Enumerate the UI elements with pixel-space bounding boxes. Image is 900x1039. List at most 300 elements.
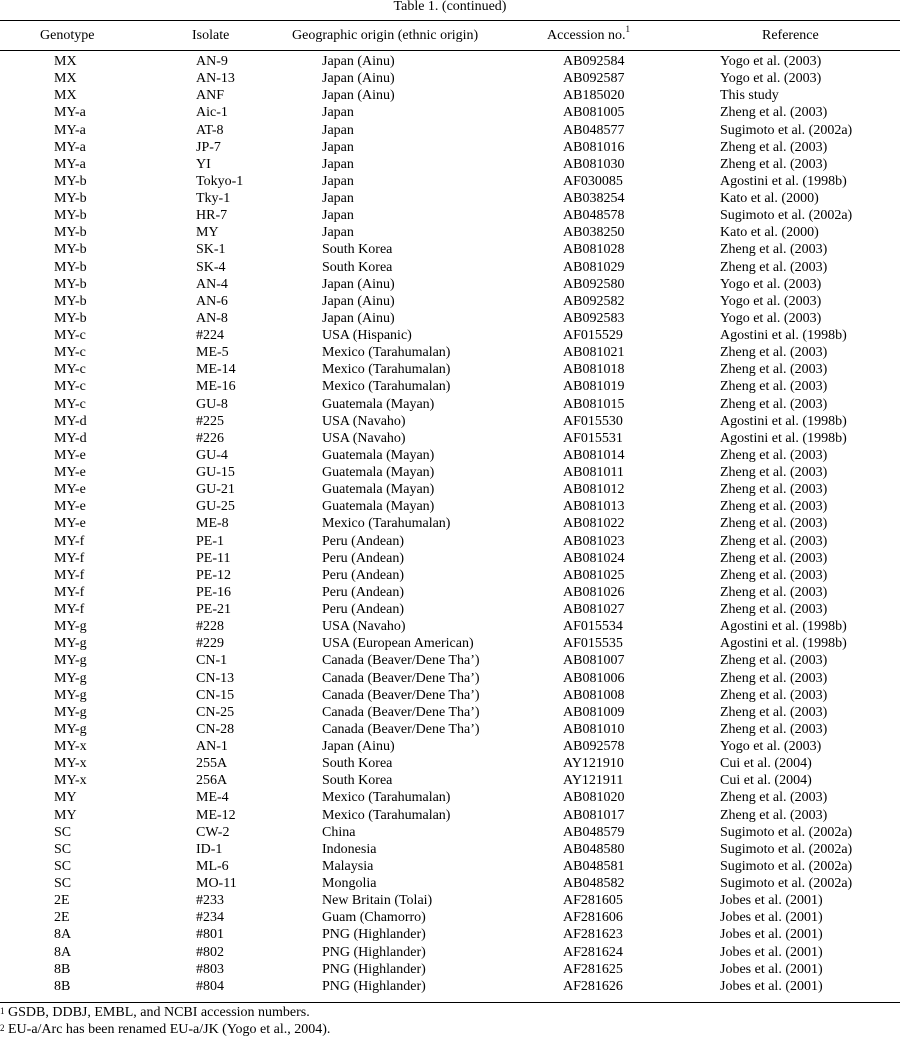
cell-accession: AB081007: [563, 653, 625, 669]
cell-origin: Guatemala (Mayan): [322, 499, 435, 515]
cell-accession: AF015535: [563, 636, 623, 652]
cell-isolate: CN-25: [196, 704, 235, 720]
cell-reference: Zheng et al. (2003): [720, 516, 828, 532]
table-row: [0, 755, 900, 772]
cell-accession: AB092587: [563, 71, 625, 87]
cell-reference: Zheng et al. (2003): [720, 242, 828, 258]
cell-origin: Guatemala (Mayan): [322, 396, 435, 412]
cell-reference: Cui et al. (2004): [720, 756, 812, 772]
table-row: [0, 652, 900, 669]
cell-reference: Yogo et al. (2003): [720, 739, 822, 754]
table-row: [0, 464, 900, 481]
cell-reference: Agostini et al. (1998b): [720, 619, 847, 635]
cell-origin: Canada (Beaver/Dene Tha’): [322, 704, 480, 720]
cell-reference: Zheng et al. (2003): [720, 653, 828, 669]
table-row: [0, 310, 900, 327]
cell-reference: Kato et al. (2000): [720, 191, 819, 206]
cell-isolate: #233: [196, 893, 224, 909]
cell-accession: AB081005: [563, 105, 625, 121]
cell-isolate: CW-2: [196, 824, 230, 840]
cell-genotype: MY-b: [54, 293, 87, 309]
table-row: [0, 944, 900, 961]
cell-accession: AB048580: [563, 841, 625, 857]
cell-genotype: MY-b: [54, 225, 87, 241]
cell-accession: AB081015: [563, 396, 625, 412]
cell-genotype: MY-c: [54, 396, 86, 412]
cell-reference: Zheng et al. (2003): [720, 533, 828, 549]
cell-reference: Zheng et al. (2003): [720, 259, 828, 275]
cell-isolate: CN-1: [196, 653, 228, 669]
table-row: [0, 875, 900, 892]
cell-genotype: SC: [54, 824, 72, 840]
cell-isolate: ME-5: [196, 345, 229, 361]
cell-reference: Zheng et al. (2003): [720, 807, 828, 823]
cell-isolate: PE-11: [196, 550, 231, 566]
cell-genotype: SC: [54, 841, 72, 857]
footnote-mark: 1: [0, 1006, 5, 1016]
table-row: [0, 276, 900, 293]
cell-genotype: MX: [54, 71, 77, 87]
cell-genotype: MY-c: [54, 379, 86, 395]
cell-genotype: MY-b: [54, 208, 87, 224]
cell-genotype: MY-a: [54, 122, 86, 138]
header-accession: [547, 21, 630, 50]
cell-reference: Zheng et al. (2003): [720, 602, 828, 617]
cell-origin: Japan: [322, 173, 354, 189]
table-row: [0, 173, 900, 190]
cell-isolate: Tokyo-1: [196, 173, 244, 189]
cell-origin: Mexico (Tarahumalan): [322, 362, 451, 378]
header-reference: Reference: [762, 28, 819, 43]
cell-genotype: MY: [54, 807, 77, 823]
cell-accession: AB081029: [563, 259, 625, 275]
table-row: [0, 139, 900, 156]
cell-reference: Zheng et al. (2003): [720, 670, 828, 686]
cell-isolate: MO-11: [196, 876, 237, 891]
cell-accession: AF281624: [563, 944, 623, 960]
cell-reference: Yogo et al. (2003): [720, 71, 822, 87]
header-genotype: Genotype: [40, 28, 95, 43]
cell-origin: USA (Navaho): [322, 619, 406, 635]
cell-isolate: 256A: [196, 773, 228, 789]
cell-reference: Jobes et al. (2001): [720, 961, 823, 977]
cell-origin: Guatemala (Mayan): [322, 482, 435, 498]
cell-origin: USA (European American): [322, 636, 474, 652]
cell-reference: Zheng et al. (2003): [720, 721, 828, 737]
cell-reference: Agostini et al. (1998b): [720, 636, 847, 652]
cell-genotype: MY-f: [54, 550, 85, 566]
cell-accession: AF015529: [563, 328, 623, 343]
table-row: [0, 413, 900, 430]
cell-reference: Cui et al. (2004): [720, 773, 812, 789]
cell-reference: Zheng et al. (2003): [720, 396, 828, 412]
table-row: [0, 738, 900, 755]
cell-reference: Yogo et al. (2003): [720, 276, 822, 292]
cell-isolate: CN-28: [196, 721, 235, 737]
cell-isolate: ANF: [196, 88, 225, 104]
cell-reference: Jobes et al. (2001): [720, 978, 823, 994]
cell-isolate: GU-8: [196, 396, 228, 412]
cell-isolate: SK-1: [196, 242, 226, 258]
cell-genotype: MY-e: [54, 516, 86, 532]
table-row: [0, 772, 900, 789]
table-row: [0, 498, 900, 515]
cell-accession: AB081008: [563, 687, 625, 703]
header-accession-footnote-mark: 1: [625, 24, 631, 34]
table-row: [0, 670, 900, 687]
cell-genotype: MY-d: [54, 430, 87, 446]
cell-origin: USA (Navaho): [322, 430, 406, 446]
footnote-text: EU-a/Arc has been renamed EU-a/JK (Yogo et al., 2004).: [4, 1022, 331, 1037]
table-header: [0, 21, 900, 50]
cell-accession: AB081014: [563, 447, 625, 463]
cell-origin: Guam (Chamorro): [322, 910, 426, 926]
cell-origin: Japan (Ainu): [322, 739, 395, 754]
table-row: [0, 481, 900, 498]
cell-genotype: MY-g: [54, 721, 87, 737]
cell-genotype: MY-f: [54, 567, 85, 583]
cell-accession: AB081006: [563, 670, 625, 686]
cell-reference: Jobes et al. (2001): [720, 893, 823, 909]
cell-isolate: ML-6: [196, 858, 229, 874]
cell-accession: AB092580: [563, 276, 625, 292]
cell-genotype: MY-b: [54, 242, 87, 258]
cell-genotype: MY-g: [54, 670, 87, 686]
cell-origin: Canada (Beaver/Dene Tha’): [322, 721, 480, 737]
cell-genotype: MY-f: [54, 602, 85, 617]
table-row: [0, 961, 900, 978]
cell-origin: PNG (Highlander): [322, 961, 426, 977]
cell-accession: AB048579: [563, 824, 625, 840]
cell-reference: Jobes et al. (2001): [720, 910, 823, 926]
cell-reference: Sugimoto et al. (2002a): [720, 122, 853, 138]
cell-genotype: MY-g: [54, 704, 87, 720]
cell-accession: AF015530: [563, 413, 623, 429]
cell-reference: This study: [720, 88, 779, 104]
cell-reference: Zheng et al. (2003): [720, 790, 828, 806]
cell-origin: Japan (Ainu): [322, 54, 395, 69]
cell-genotype: MY: [54, 790, 77, 806]
cell-genotype: MY-x: [54, 756, 87, 772]
cell-origin: New Britain (Tolai): [322, 893, 433, 909]
cell-origin: Mexico (Tarahumalan): [322, 807, 451, 823]
table-row: [0, 515, 900, 532]
cell-origin: Japan (Ainu): [322, 310, 395, 326]
cell-reference: Zheng et al. (2003): [720, 584, 828, 600]
cell-origin: Japan (Ainu): [322, 71, 395, 87]
cell-isolate: #226: [196, 430, 224, 446]
cell-accession: AB092582: [563, 293, 625, 309]
cell-isolate: YI: [196, 156, 211, 172]
table-row: [0, 224, 900, 241]
cell-isolate: AN-4: [196, 276, 228, 292]
cell-isolate: JP-7: [196, 139, 221, 155]
cell-isolate: #804: [196, 978, 224, 994]
footnote-text: GSDB, DDBJ, EMBL, and NCBI accession numbers.: [4, 1005, 310, 1020]
cell-reference: Agostini et al. (1998b): [720, 413, 847, 429]
cell-origin: Mexico (Tarahumalan): [322, 516, 451, 532]
cell-reference: Zheng et al. (2003): [720, 379, 828, 395]
cell-isolate: #228: [196, 619, 224, 635]
table-row: [0, 567, 900, 584]
footnotes: [0, 1004, 900, 1038]
cell-origin: Peru (Andean): [322, 533, 405, 549]
table-row: [0, 104, 900, 121]
cell-origin: Japan (Ainu): [322, 293, 395, 309]
cell-accession: AB081020: [563, 790, 625, 806]
cell-isolate: ME-8: [196, 516, 229, 532]
cell-reference: Agostini et al. (1998b): [720, 430, 847, 446]
table-row: [0, 858, 900, 875]
cell-genotype: MX: [54, 54, 77, 69]
table-row: [0, 892, 900, 909]
cell-genotype: MY-a: [54, 105, 86, 121]
table-row: [0, 550, 900, 567]
table-row: [0, 430, 900, 447]
cell-reference: Zheng et al. (2003): [720, 447, 828, 463]
table-row: [0, 122, 900, 139]
footnote-mark: 2: [0, 1023, 5, 1033]
cell-genotype: MY-d: [54, 413, 87, 429]
cell-origin: Japan: [322, 139, 354, 155]
cell-genotype: 2E: [54, 893, 70, 909]
table-row: [0, 789, 900, 806]
table-row: [0, 70, 900, 87]
cell-genotype: MY-a: [54, 139, 86, 155]
cell-isolate: #225: [196, 413, 224, 429]
cell-reference: Sugimoto et al. (2002a): [720, 858, 853, 874]
cell-accession: AB081011: [563, 465, 624, 480]
cell-origin: Guatemala (Mayan): [322, 465, 435, 480]
cell-genotype: MY-c: [54, 345, 86, 361]
cell-origin: Japan: [322, 225, 354, 241]
cell-reference: Zheng et al. (2003): [720, 139, 828, 155]
cell-origin: USA (Hispanic): [322, 328, 412, 343]
table-row: [0, 721, 900, 738]
cell-reference: Sugimoto et al. (2002a): [720, 208, 853, 224]
cell-accession: AB081009: [563, 704, 625, 720]
cell-genotype: MY-e: [54, 465, 86, 480]
cell-accession: AB081013: [563, 499, 625, 515]
cell-origin: Mongolia: [322, 876, 377, 891]
cell-isolate: CN-15: [196, 687, 235, 703]
footnote: [0, 1021, 900, 1038]
bottom-rule: [0, 1002, 900, 1003]
cell-reference: Zheng et al. (2003): [720, 465, 828, 480]
cell-isolate: PE-16: [196, 584, 231, 600]
cell-isolate: AN-13: [196, 71, 235, 87]
cell-origin: Mexico (Tarahumalan): [322, 345, 451, 361]
cell-origin: USA (Navaho): [322, 413, 406, 429]
cell-accession: AB081025: [563, 567, 625, 583]
cell-isolate: #234: [196, 910, 224, 926]
cell-origin: Japan: [322, 156, 354, 172]
cell-genotype: MY-x: [54, 773, 87, 789]
cell-accession: AB048578: [563, 208, 625, 224]
cell-origin: Canada (Beaver/Dene Tha’): [322, 670, 480, 686]
header-rule: [0, 50, 900, 51]
cell-reference: Agostini et al. (1998b): [720, 173, 847, 189]
table-body: [0, 53, 900, 995]
cell-origin: Peru (Andean): [322, 567, 405, 583]
cell-accession: AF281625: [563, 961, 623, 977]
table-row: [0, 259, 900, 276]
cell-genotype: MY-b: [54, 191, 87, 206]
cell-accession: AB048582: [563, 876, 625, 891]
table-row: [0, 909, 900, 926]
cell-isolate: #801: [196, 927, 224, 943]
cell-accession: AB081026: [563, 584, 625, 600]
cell-accession: AB081022: [563, 516, 625, 532]
cell-genotype: MY-b: [54, 173, 87, 189]
cell-accession: AB081016: [563, 139, 625, 155]
cell-isolate: GU-25: [196, 499, 235, 515]
cell-accession: AB081012: [563, 482, 625, 498]
cell-origin: Peru (Andean): [322, 584, 405, 600]
cell-reference: Zheng et al. (2003): [720, 105, 828, 121]
cell-genotype: MY-g: [54, 687, 87, 703]
cell-origin: Japan: [322, 122, 354, 138]
cell-genotype: MY-g: [54, 619, 87, 635]
cell-origin: Canada (Beaver/Dene Tha’): [322, 687, 480, 703]
cell-genotype: MY-e: [54, 482, 86, 498]
cell-reference: Agostini et al. (1998b): [720, 328, 847, 343]
table-row: [0, 841, 900, 858]
cell-accession: AY121911: [563, 773, 624, 789]
cell-accession: AB038254: [563, 191, 625, 206]
table-row: [0, 447, 900, 464]
cell-isolate: GU-15: [196, 465, 235, 480]
cell-reference: Kato et al. (2000): [720, 225, 819, 241]
cell-genotype: MY-b: [54, 259, 87, 275]
cell-reference: Zheng et al. (2003): [720, 499, 828, 515]
cell-genotype: MX: [54, 88, 77, 104]
cell-isolate: AN-6: [196, 293, 228, 309]
cell-isolate: SK-4: [196, 259, 226, 275]
cell-origin: South Korea: [322, 773, 393, 789]
cell-origin: South Korea: [322, 242, 393, 258]
table-row: [0, 601, 900, 618]
cell-accession: AB081018: [563, 362, 625, 378]
table-row: [0, 378, 900, 395]
cell-reference: Zheng et al. (2003): [720, 345, 828, 361]
cell-origin: PNG (Highlander): [322, 944, 426, 960]
table-row: [0, 241, 900, 258]
header-isolate: Isolate: [192, 28, 230, 43]
cell-reference: Zheng et al. (2003): [720, 482, 828, 498]
table-row: [0, 396, 900, 413]
cell-isolate: CN-13: [196, 670, 235, 686]
cell-origin: Japan: [322, 105, 354, 121]
cell-accession: AB092578: [563, 739, 625, 754]
cell-origin: Malaysia: [322, 858, 374, 874]
cell-isolate: PE-1: [196, 533, 224, 549]
cell-genotype: MY-e: [54, 447, 86, 463]
cell-accession: AB185020: [563, 88, 625, 104]
cell-reference: Zheng et al. (2003): [720, 550, 828, 566]
cell-genotype: SC: [54, 876, 72, 891]
cell-genotype: 8B: [54, 961, 71, 977]
cell-genotype: MY-x: [54, 739, 87, 754]
cell-isolate: 255A: [196, 756, 228, 772]
cell-genotype: 8A: [54, 944, 72, 960]
table-row: [0, 584, 900, 601]
cell-accession: AB081027: [563, 602, 625, 617]
cell-accession: AB081023: [563, 533, 625, 549]
cell-isolate: #229: [196, 636, 224, 652]
cell-origin: Indonesia: [322, 841, 377, 857]
cell-accession: AB081030: [563, 156, 625, 172]
cell-origin: Japan (Ainu): [322, 276, 395, 292]
cell-isolate: AN-9: [196, 54, 228, 69]
cell-isolate: ME-4: [196, 790, 229, 806]
table-row: [0, 926, 900, 943]
cell-isolate: #224: [196, 328, 224, 343]
table-row: [0, 635, 900, 652]
cell-isolate: Tky-1: [196, 191, 231, 206]
cell-genotype: MY-g: [54, 653, 87, 669]
table-row: [0, 293, 900, 310]
cell-isolate: MY: [196, 225, 219, 241]
cell-accession: AB048577: [563, 122, 625, 138]
cell-origin: Mexico (Tarahumalan): [322, 790, 451, 806]
table-row: [0, 53, 900, 70]
table-row: [0, 704, 900, 721]
cell-isolate: GU-4: [196, 447, 228, 463]
cell-reference: Zheng et al. (2003): [720, 704, 828, 720]
cell-reference: Sugimoto et al. (2002a): [720, 824, 853, 840]
cell-isolate: AN-8: [196, 310, 228, 326]
cell-reference: Yogo et al. (2003): [720, 310, 822, 326]
cell-isolate: AT-8: [196, 122, 224, 138]
cell-accession: AB081021: [563, 345, 625, 361]
cell-genotype: MY-c: [54, 362, 86, 378]
cell-isolate: AN-1: [196, 739, 228, 754]
table-row: [0, 978, 900, 995]
cell-origin: Peru (Andean): [322, 550, 405, 566]
cell-accession: AF281606: [563, 910, 623, 926]
cell-origin: Canada (Beaver/Dene Tha’): [322, 653, 480, 669]
cell-genotype: MY-a: [54, 156, 86, 172]
cell-accession: AB081017: [563, 807, 625, 823]
table-row: [0, 361, 900, 378]
cell-origin: Guatemala (Mayan): [322, 447, 435, 463]
table-row: [0, 156, 900, 173]
cell-origin: Mexico (Tarahumalan): [322, 379, 451, 395]
cell-origin: China: [322, 824, 356, 840]
cell-isolate: Aic-1: [196, 105, 228, 121]
table-row: [0, 824, 900, 841]
cell-isolate: GU-21: [196, 482, 235, 498]
cell-isolate: HR-7: [196, 208, 228, 224]
table-row: [0, 87, 900, 104]
cell-reference: Zheng et al. (2003): [720, 156, 828, 172]
cell-reference: Yogo et al. (2003): [720, 54, 822, 69]
cell-isolate: PE-21: [196, 602, 231, 617]
table-row: [0, 327, 900, 344]
cell-genotype: MY-g: [54, 636, 87, 652]
cell-accession: AB092583: [563, 310, 625, 326]
header-accession-label: Accession no.: [547, 28, 626, 43]
cell-reference: Sugimoto et al. (2002a): [720, 876, 853, 891]
cell-accession: AF015531: [563, 430, 623, 446]
cell-reference: Yogo et al. (2003): [720, 293, 822, 309]
cell-accession: AB048581: [563, 858, 625, 874]
cell-isolate: ME-14: [196, 362, 236, 378]
cell-isolate: #803: [196, 961, 224, 977]
footnote: [0, 1004, 900, 1021]
cell-genotype: MY-f: [54, 533, 85, 549]
